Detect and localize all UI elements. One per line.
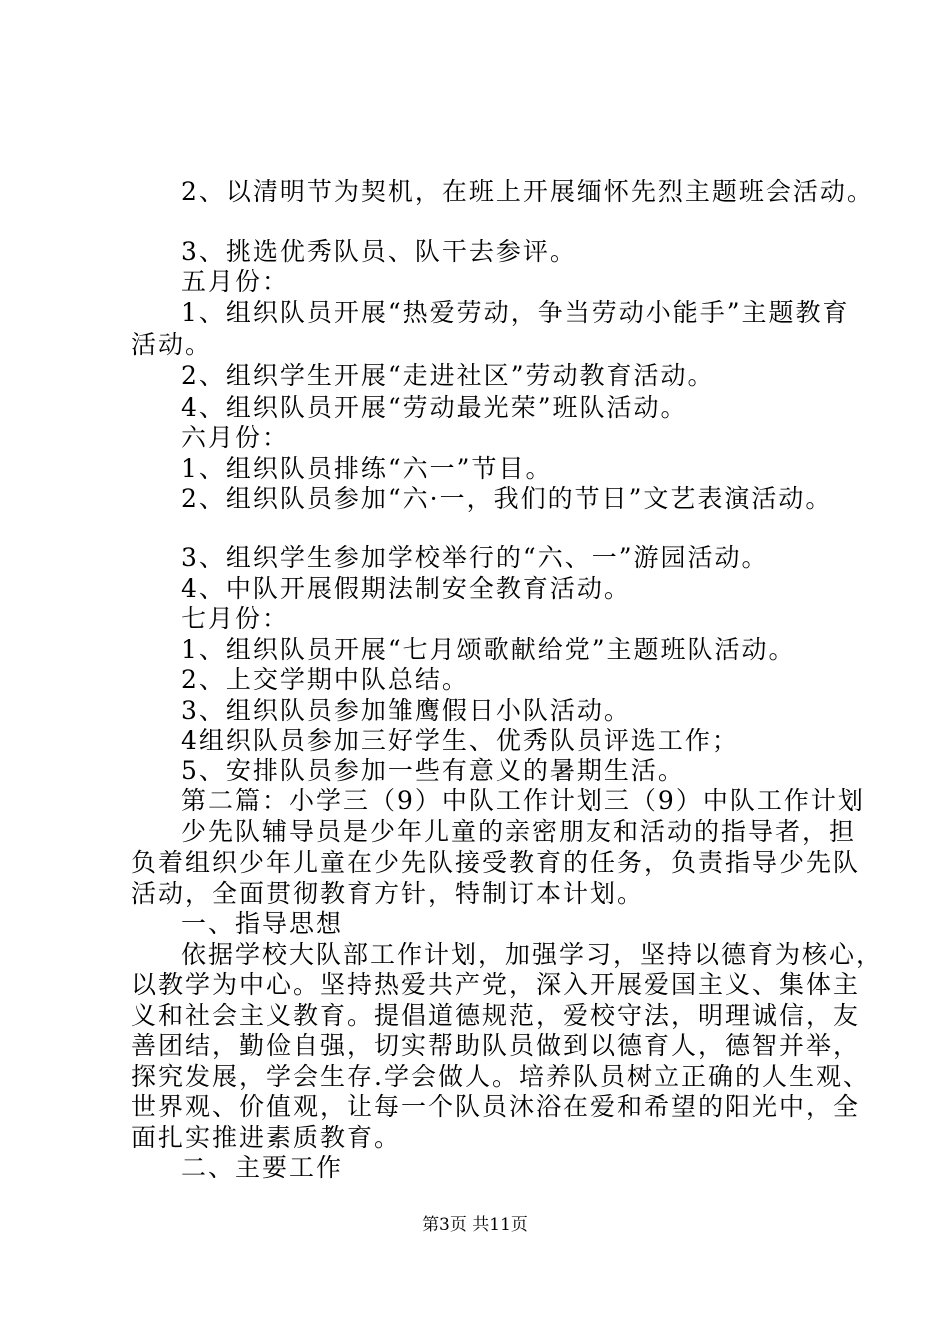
text-line: 3、挑选优秀队员、队干去参评。 — [181, 237, 577, 266]
section-heading: 二、主要工作 — [181, 1153, 344, 1182]
text-line: 活动。 — [131, 330, 213, 359]
section-heading: 一、指导思想 — [181, 909, 344, 938]
text-line: 依据学校大队部工作计划，加强学习，坚持以德育为核心， — [181, 940, 884, 969]
text-line: 5、安排队员参加一些有意义的暑期生活。 — [181, 756, 685, 785]
text-line: 3、组织学生参加学校举行的“六、一”游园活动。 — [181, 543, 769, 572]
text-line: 善团结，勤俭自强，切实帮助队员做到以德育人，德智并举， — [131, 1031, 861, 1060]
section-heading: 七月份： — [181, 604, 290, 633]
text-line: 1、组织队员开展“七月颂歌献给党”主题班队活动。 — [181, 635, 796, 664]
section-heading: 六月份： — [181, 423, 290, 452]
text-line: 活动，全面贯彻教育方针，特制订本计划。 — [131, 879, 645, 908]
text-line: 2、组织队员参加“六·一，我们的节日”文艺表演活动。 — [181, 484, 833, 513]
page-number-footer: 第3页 共11页 — [422, 1215, 528, 1235]
text-line: 2、组织学生开展“走进社区”劳动教育活动。 — [181, 361, 715, 390]
text-line: 世界观、价值观，让每一个队员沐浴在爱和希望的阳光中，全 — [131, 1092, 861, 1121]
text-line: 1、组织队员开展“热爱劳动，争当劳动小能手”主题教育 — [181, 298, 850, 327]
text-line: 2、以清明节为契机，在班上开展缅怀先烈主题班会活动。 — [181, 177, 874, 206]
text-line: 4组织队员参加三好学生、优秀队员评选工作； — [181, 726, 739, 755]
text-line: 探究发展，学会生存.学会做人。培养队员树立正确的人生观、 — [131, 1062, 870, 1091]
text-line: 3、组织队员参加雏鹰假日小队活动。 — [181, 696, 631, 725]
text-line: 义和社会主义教育。提倡道德规范，爱校守法，明理诚信，友 — [131, 1001, 861, 1030]
section-heading: 五月份： — [181, 267, 290, 296]
text-line: 负着组织少年儿童在少先队接受教育的任务，负责指导少先队 — [131, 848, 861, 877]
text-line: 4、中队开展假期法制安全教育活动。 — [181, 574, 631, 603]
text-line: 面扎实推进素质教育。 — [131, 1123, 402, 1152]
text-line: 2、上交学期中队总结。 — [181, 665, 469, 694]
text-line: 4、组织队员开展“劳动最光荣”班队活动。 — [181, 393, 688, 422]
chapter-title: 第二篇：小学三（9）中队工作计划三（9）中队工作计划 — [181, 786, 865, 815]
text-line: 1、组织队员排练“六一”节目。 — [181, 454, 553, 483]
text-line: 少先队辅导员是少年儿童的亲密朋友和活动的指导者，担 — [181, 817, 857, 846]
text-line: 以教学为中心。坚持热爱共产党，深入开展爱国主义、集体主 — [131, 970, 861, 999]
